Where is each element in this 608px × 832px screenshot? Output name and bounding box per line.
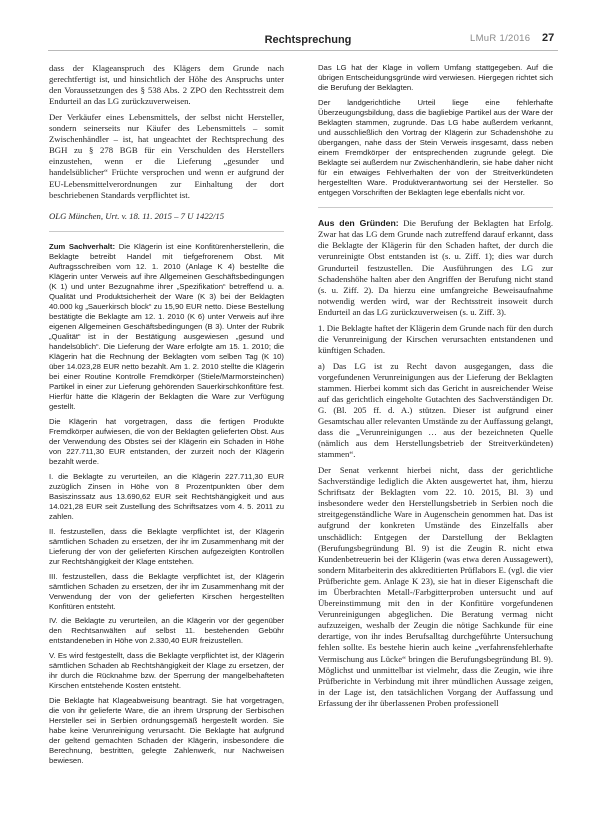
facts-paragraph-2: Die Klägerin hat vorgetragen, dass die fertigen Produkte Fremdkörper aufwiesen, die von der Beklagten gelieferten Obst. Aus der Verwendung des Obstes sei der Klägerin ein Schaden in Höhe von 227.711,30 EUR entstanden, der zurzeit noch der Klägerin bezahlt werde.: [49, 417, 284, 467]
procedure-paragraph-1: Das LG hat der Klage in vollem Umfang stattgegeben. Auf die übrigen Entscheidungsgründe wird verwiesen. Hiergegen richtet sich die Berufung der Beklagten.: [318, 63, 553, 93]
claim-item-5: V. Es wird festgestellt, dass die Beklagte verpflichtet ist, der Klägerin sämtlichen Schaden ab Rechtshängigkeit der Klage zu ersetzen, der ihr durch die Rücknahme bzw. der Sperrung der mangelbehafteten Kirschen entstehende Kosten entsteht.: [49, 651, 284, 691]
facts-paragraph-3: Die Beklagte hat Klageabweisung beantragt. Sie hat vorgetragen, die von ihr gelieferte Ware, die an ihrem Ursprung der Serbischen Hersteller sei in Serbien ordnungsgemäß hergestellt worden. Sie habe keine Verunreinigung verursacht. Die Beklagte hat aufgrund der geltend gemachten Schaden der Klägerin, insbesondere die Berechnung, bestritten, gelegte Zahlenwerk, nur Nachweisen bewiesen.: [49, 695, 284, 766]
right-column: [318, 63, 553, 714]
reasons-paragraph-4: Der Senat verkennt hierbei nicht, dass der gerichtliche Sachverständige lediglich die Akten ausgewertet hat, ihm, hierzu Schriftsatz der Beklagten vom 22. 10. 2015, Bl. 3) und insbesondere weder den Herstellungsbetrieb in Serbien noch die streitgegenständliche Ware in Augenschein genommen hat. Das ist aufgrund der konkreten Umstände des Einzelfalls aber unschädlich: Entgegen der Darstellung der Beklagten (Berufungsbegründung Bl. 9) ist die Zeugin R. nicht etwa Kundenbetreuerin bei der Klägerin (was etwa deren Aussagewert), sondern Mitarbeiterin des akkreditierten Prüflabors E. (vgl. die vier Prüfberichte gem. Anlage K 23), sie hat in dieser Eigenschaft die im Überbrachten Metall-/Farbgitterproben untersucht und auf Übereinstimmung mit den in der Konfitüre vorgefundenen Verunreinigungen abgeglichen. Die Beratung vermag nicht aufzuzeigen, weshalb der Zeugin die nötige Sachkunde für eine derartige, von ihr indes Berufsalltag durchgeführte Untersuchung fehlen sollte. Es bestehe hierin auch keine „verfahrensfehlerhafte Vermischung aus Lücke“ bringen die Berufungsbegründung Bl. 9). Möglichst und unmittelbar ist vielmehr, dass die Zeugin, wie ihre Prüfberichte in Verbindung mit ihrer mündlichen Aussage zeigen, in der Lage ist, den tatsächlichen Vorgang der Auffassung und Erfassung der ihr überlassenen Proben professionell: [318, 464, 553, 708]
issue-label: LMuR 1/2016: [470, 33, 531, 44]
facts-text-1: Die Klägerin ist eine Konfitürenherstellerin, die Beklagte betreibt Handel mit tiefgefrorenem Obst. Mit Auftragsschreiben vom 12. 1. 2010 (Anlage K 4) bestellte die Klägerin unter Verweis auf ihre Allgemeinen Geschäftsbedingungen (K 1) und unter Bezugnahme ihrer „Spezifikation“ betreffend u. a. Qualität und Produktsicherheit der Ware (K 3) bei der Beklagten 40.000 kg „Sauerkirsch block“ zu 15,90 EUR netto. Diese Bestellung bestätigte die Beklagte am 12. 1. 2010 (K 6) unter Verweis auf ihre eigenen Allgemeinen Geschäftsbedingungen (B 3). Unter der Rubrik „Qualität“ ist in der Bestätigung ausgewiesen „gesund und handelsüblich“. Die Lieferung der Ware erfolgte am 15. 1. 2010; die Klägerin hat die Rechnung der Beklagten vom selben Tag (K 10) über 14.023,28 EUR netto bezahlt. Am 1. 2. 2010 stellte die Klägerin bei einer Routine Kontrolle Fremdkörper (Stiele/Marmorsteinchen) Partikel in einer zur Lieferung gehörenden Sauerkirschkonfitüre fest. Hierfür hätte die Klägerin der Beklagten die Ware zur Verfügung gestellt.: [49, 241, 284, 412]
intro-paragraph-2: Der Verkäufer eines Lebensmittels, der selbst nicht Hersteller, sondern seinerseits nur Käufer des Lebensmittels – somit Zwischenhändler – ist, hat ungeachtet der Rechtsprechung des BGH zu § 278 BGB für ein Verschulden des Herstellers einzustehen, wenn er die Lieferung „gesunder und handelsüblicher“ Früchte versprochen und wenn er aufgrund der EU-Lebensmittelverordnungen zur Einhaltung der dort beschriebenen Standards verpflichtet ist.: [49, 111, 284, 200]
facts-heading: Zum Sachverhalt:: [49, 241, 116, 251]
reasons-paragraph-2: 1. Die Beklagte haftet der Klägerin dem Grunde nach für den durch die Verunreinigung der Kirschen verursachten entstandenen und künftigen Schaden.: [318, 322, 553, 355]
claim-item-3: III. festzustellen, dass die Beklagte verpflichtet ist, der Klägerin sämtlichen Schaden zu ersetzen, der ihr im Zusammenhang mit der Verwendung der von der gelieferten Kirschen hergestellten Konfitüren entsteht.: [49, 571, 284, 611]
reasons-paragraph-3: a) Das LG ist zu Recht davon ausgegangen, dass die vorgefundenen Verunreinigungen aus der Lieferung der Beklagten stammen. Hierbei kommt sich das Gericht in ausreichender Weise auf das gerichtlich eingeholte Gutachten des Sachverständigen Dr. G. (Bl. 205 ff. d. A.) stützen. Dieser ist aufgrund einer Gesamtschau aller relevanten Umstände zu der Auffassung gelangt, dass die „Verunreinigungen … aus der bezeichneten Quelle (nämlich aus dem Herstellungsbetrieb der Streitverkündeten) stammen“.: [318, 360, 553, 460]
section-divider-right: [318, 207, 553, 208]
case-citation: OLG München, Urt. v. 18. 11. 2015 – 7 U 1422/15: [49, 210, 225, 221]
facts-paragraph-1: [49, 242, 284, 413]
page-number: 27: [542, 32, 555, 44]
header-rule: [48, 50, 558, 51]
left-column: [49, 63, 284, 771]
reasons-paragraph-1: [318, 218, 553, 318]
reasons-heading: Aus den Gründen:: [318, 218, 399, 229]
section-divider: [49, 231, 284, 232]
claim-item-2: II. festzustellen, dass die Beklagte verpflichtet ist, der Klägerin sämtlichen Schaden zu ersetzen, der ihr im Zusammenhang mit der Lieferung der von der gelieferten Kirschen aufgezeigten Kontrollen zur Rechtshängigkeit der Klage entstehen.: [49, 526, 284, 566]
claim-item-1: I. die Beklagte zu verurteilen, an die Klägerin 227.711,30 EUR zuzüglich Zinsen in Höhe von 8 Prozentpunkten über dem Basiszinssatz aus 13.690,62 EUR seit Rechtshängigkeit und aus 14.021,28 EUR seit Zustellung des Schriftsatzes vom 4. 5. 2011 zu zahlen.: [49, 471, 284, 522]
section-title: Rechtsprechung: [264, 34, 352, 46]
procedure-paragraph-2: Der landgerichtliche Urteil liege eine fehlerhafte Überzeugungsbildung, dass die bagliebige Partikel aus der Ware der Beklagten stammen, zugrunde. Das LG habe außerdem verkannt, und ausschließlich den Vortrag der Klägerin zur Schadenshöhe zu übergangen, nahe dass der Stein Verweis insgesamt, dass neben einem Fremdkörper der entsprechenden zugrunde gelegt. Die Beklagte sei außerdem nur Zwischenhändlerin, sie habe daher nicht für ein etwaiges Fehlverhalten der von der Streitverkündeten hergestellten Ware. Produktverantwortung sei der Hersteller. So entgegen Vorschriften der Beklagten lege ebenfalls nicht vor.: [318, 97, 553, 198]
claim-item-4: IV. die Beklagte zu verurteilen, an die Klägerin vor der gegenüber den Rechtsanwälten auf selbst 11. bestehenden Gebühr entstandeneben in Höhe von 2.330,40 EUR freizustellen.: [49, 616, 284, 646]
intro-paragraph-1: dass der Klageanspruch des Klägers dem Grunde nach gerechtfertigt ist, und hinsichtlich der Höhe des Anspruchs unter den Voraussetzungen des § 538 Abs. 2 ZPO den Rechtsstreit dem Endurteil an das LG zurückzuverweisen.: [49, 63, 284, 107]
reasons-text-1: Die Berufung der Beklagten hat Erfolg. Zwar hat das LG dem Grunde nach zutreffend darauf erkannt, dass die Beklagte der Klägerin für den Schaden haftet, der durch die verunreinigte Obst entstanden ist (s. u. Ziff. 1); dies war durch Grundurteil festzustellen. Die Ausführungen des LG zur Schadenshöhe halten aber den Angriffen der Berufung nicht stand (s. u. Ziff. 2). Da hierzu eine umfangreiche Beweisaufnahme notwendig werden wird, war der Rechtsstreit insoweit durch Endurteil an das LG zurückzuverweisen (s. u. Ziff. 3).: [318, 218, 554, 317]
